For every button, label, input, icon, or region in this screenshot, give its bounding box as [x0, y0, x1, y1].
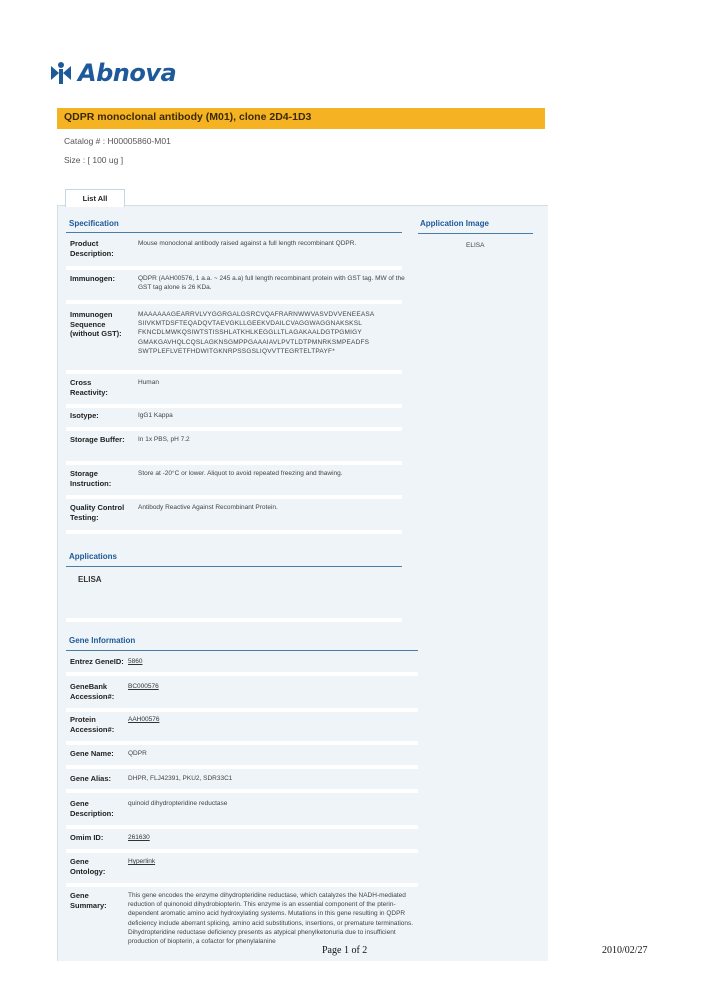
gene-label: GeneBank Accession#: — [70, 682, 115, 701]
product-size: Size : [ 100 ug ] — [64, 155, 124, 165]
applications-divider — [66, 566, 402, 567]
row-separator — [66, 266, 402, 270]
spec-value: QDPR (AAH00576, 1 a.a. ~ 245 a.a) full length recombinant protein with GST tag. MW of the GST tag alone is 26 KDa. — [138, 275, 405, 292]
spec-value: In 1x PBS, pH 7.2 — [138, 436, 190, 443]
gene-row-entrez-id — [66, 657, 420, 677]
spec-row-immunogen-sequence — [66, 310, 402, 374]
row-separator — [66, 530, 402, 534]
gene-label: Gene Alias: — [70, 774, 111, 783]
gene-ontology-link[interactable]: Hyperlink — [128, 858, 156, 865]
row-separator — [66, 708, 418, 712]
gene-row-gene-name — [66, 749, 420, 769]
abnova-logo-icon — [48, 60, 74, 86]
specification-title: Specification — [69, 219, 119, 228]
row-separator — [66, 404, 402, 408]
gene-row-genebank — [66, 682, 420, 712]
row-separator — [66, 741, 418, 745]
tab-list-all[interactable]: List All — [65, 189, 125, 207]
application-image-title: Application Image — [420, 219, 489, 228]
gene-description-value: quinoid dihydropteridine reductase — [128, 800, 228, 807]
application-image-divider — [418, 233, 533, 234]
spec-label: Quality Control Testing: — [70, 503, 125, 522]
application-image-caption: ELISA — [466, 242, 485, 249]
spec-label: Product Description: — [70, 239, 114, 258]
spec-label: Immunogen Sequence (without GST): — [70, 310, 122, 338]
gene-label: Omim ID: — [70, 833, 104, 842]
row-separator — [66, 300, 402, 304]
gene-information-divider — [66, 650, 418, 651]
gene-alias-value: DHPR, FLJ42391, PKU2, SDR33C1 — [128, 775, 233, 782]
protein-accession-link[interactable]: AAH00576 — [128, 716, 160, 723]
spec-label: Storage Buffer: — [70, 435, 125, 444]
spec-label: Cross Reactivity: — [70, 378, 108, 397]
spec-row-isotype — [66, 411, 402, 431]
row-separator — [66, 765, 418, 769]
entrez-gene-id-link[interactable]: 5860 — [128, 658, 143, 665]
abnova-logo — [48, 58, 176, 88]
gene-label: Entrez GeneID: — [70, 657, 124, 666]
row-separator — [66, 495, 402, 499]
gene-row-protein-accession — [66, 715, 420, 745]
catalog-number: Catalog # : H00005860-M01 — [64, 136, 171, 146]
gene-label: Protein Accession#: — [70, 715, 115, 734]
spec-label: Isotype: — [70, 411, 99, 420]
page-number: Page 1 of 2 — [322, 945, 368, 956]
specification-divider — [66, 232, 402, 233]
gene-row-gene-alias — [66, 774, 420, 794]
row-separator — [66, 427, 402, 431]
applications-title: Applications — [69, 552, 118, 561]
row-separator — [66, 461, 402, 465]
spec-value: Human — [138, 379, 159, 386]
omim-id-link[interactable]: 261630 — [128, 834, 150, 841]
gene-label: Gene Name: — [70, 749, 114, 758]
gene-information-title: Gene Information — [69, 636, 136, 645]
spec-row-cross-reactivity — [66, 378, 402, 408]
gene-name-value: QDPR — [128, 750, 147, 757]
spec-label: Immunogen: — [70, 274, 115, 283]
spec-value: MAAAAAAGEARRVLVYGGRGALGSRCVQAFRARNWWVASVDVVENEEASA SIIVKMTDSFTEQADQVTAEVGKLLGEEKVDAILCVAGGWAGGNAKSKSL FKNCDLMWKQSIWTSTISSHLATKHLKEGGLLTLAGAKAALDGTPGMIGY GMAKGAVHQLCQSLAGKNSGMPPGAAAIAVLPVTLDTPMNRKSMPEADFS SWTPLEFLVETFHDWITGKNRPSSGSLIQVVTTEGRTELTPAYF* — [138, 311, 375, 355]
spec-value: Antibody Reactive Against Recombinant Protein. — [138, 504, 278, 511]
print-date: 2010/02/27 — [602, 945, 648, 956]
row-separator — [66, 883, 418, 887]
row-separator — [66, 618, 402, 622]
spec-row-quality-control — [66, 503, 402, 539]
row-separator — [66, 849, 418, 853]
spec-row-product-description — [66, 239, 402, 269]
genebank-accession-link[interactable]: BC000576 — [128, 683, 159, 690]
gene-row-gene-ontology — [66, 857, 420, 887]
brand-name: Abnova — [78, 59, 177, 87]
gene-label: Gene Summary: — [70, 891, 107, 910]
spec-row-storage-buffer — [66, 435, 402, 465]
spec-row-immunogen — [66, 274, 405, 304]
row-separator — [66, 789, 418, 793]
spec-row-storage-instruction — [66, 469, 402, 499]
row-separator — [66, 825, 418, 829]
gene-summary-value: This gene encodes the enzyme dihydropteridine reductase, which catalyzes the NADH-mediated reduction of quinonoid dihydrobiopterin. This enzyme is an essential component of the pterin-dependent aromatic amino acid hydroxylating systems. Mutations in this gene resulting in QDPR deficiency include aberrant splicing, amino acid substitutions, insertions, or premature terminations. Dihydropteridine reductase deficiency presents as atypical phenylketonuria due to insufficient production of biopterin, a cofactor for phenylalanine — [128, 892, 414, 946]
gene-label: Gene Description: — [70, 799, 114, 818]
spec-label: Storage Instruction: — [70, 469, 112, 488]
spec-value: Mouse monoclonal antibody raised against a full length recombinant QDPR. — [138, 240, 357, 247]
row-separator — [66, 370, 402, 374]
spec-value: Store at -20°C or lower. Aliquot to avoid repeated freezing and thawing. — [138, 470, 343, 477]
gene-row-omim-id — [66, 833, 420, 853]
application-item-elisa: ELISA — [78, 575, 102, 584]
product-title: QDPR monoclonal antibody (M01), clone 2D4-1D3 — [57, 108, 545, 129]
spec-value: IgG1 Kappa — [138, 412, 173, 419]
gene-row-gene-description — [66, 799, 420, 829]
row-separator — [66, 672, 418, 676]
gene-label: Gene Ontology: — [70, 857, 106, 876]
